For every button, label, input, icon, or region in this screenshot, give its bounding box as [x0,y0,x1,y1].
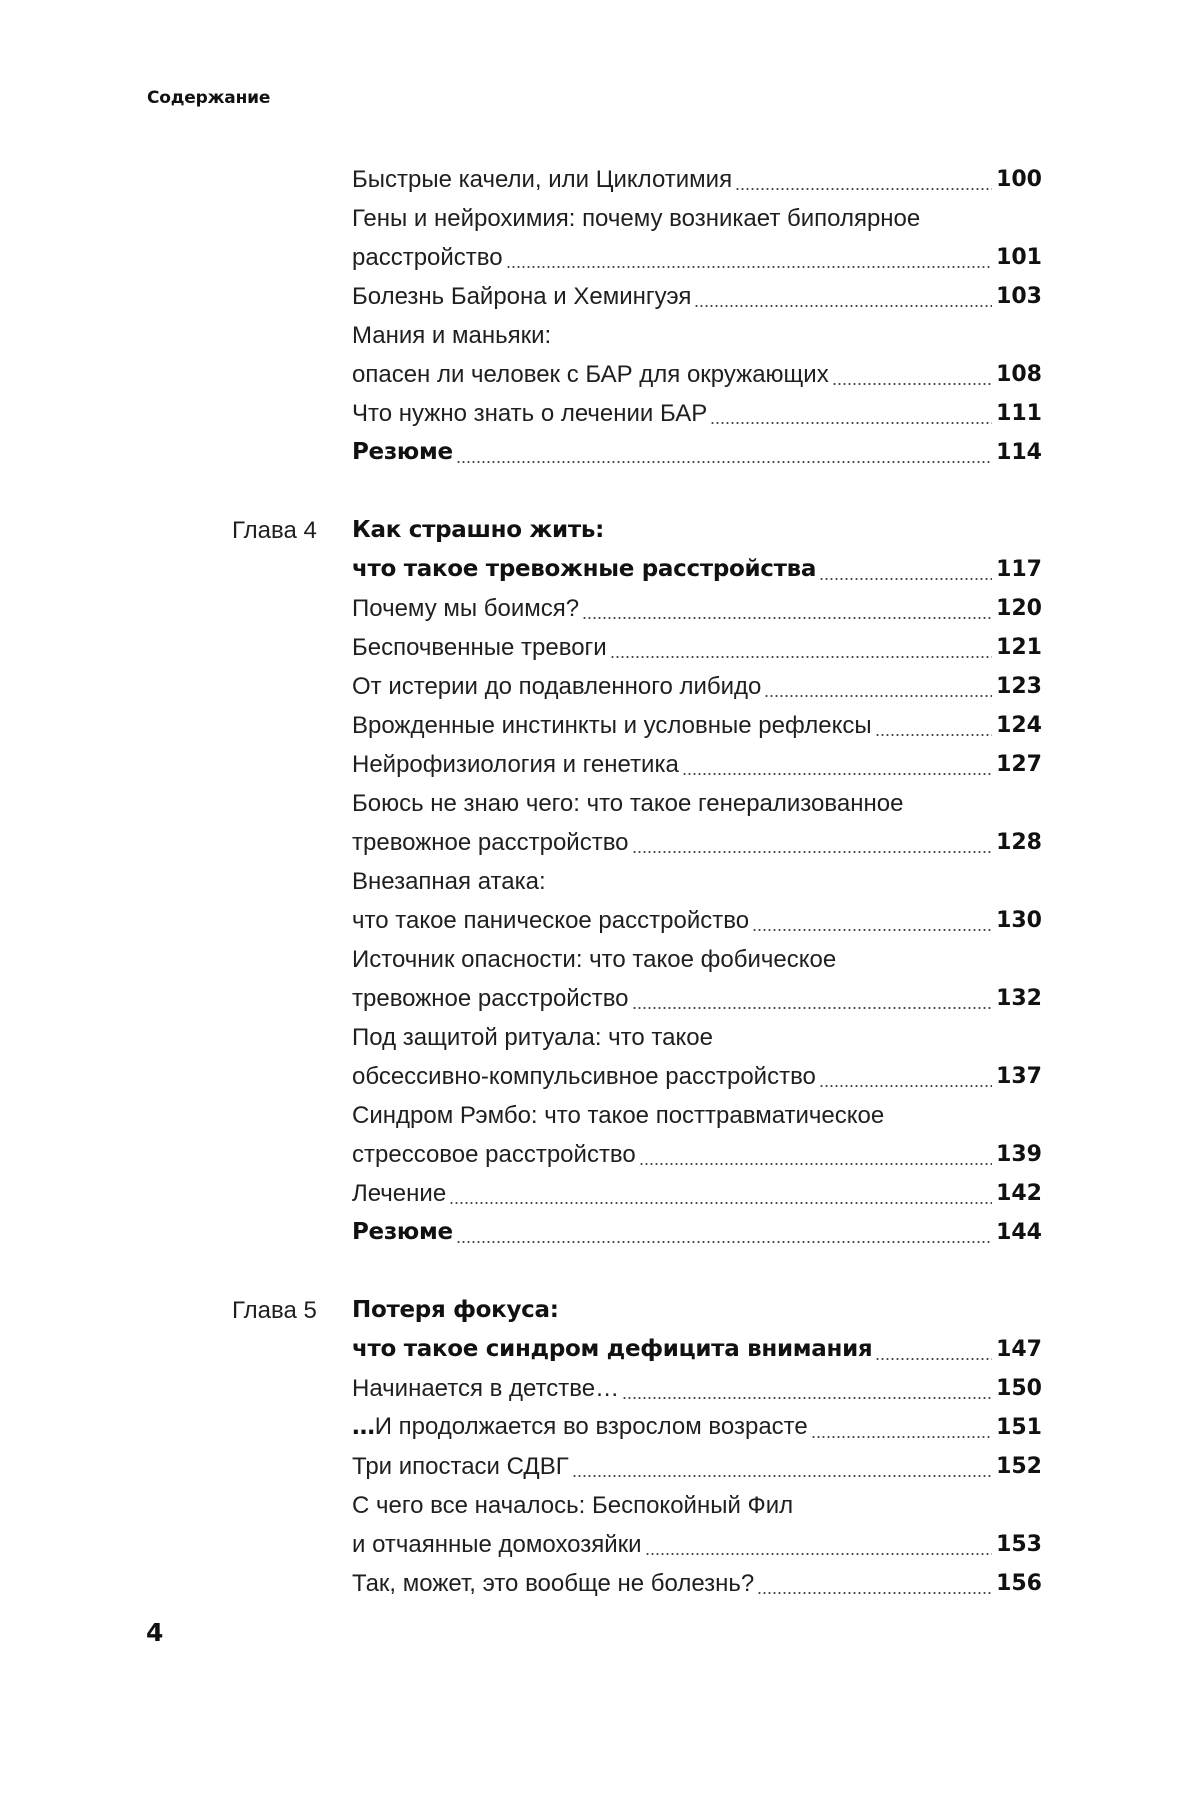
toc-entry-title: расстройство [352,244,503,271]
toc-entry-page: 108 [996,362,1042,387]
toc-entry-title: От истерии до подавленного либидо [352,673,762,700]
running-head: Содержание [147,88,271,108]
toc-entry-page: 156 [996,1571,1042,1596]
toc-entry[interactable] [352,1564,1042,1603]
toc-entry-title: Внезапная атака: [352,868,546,895]
toc-entry-title: Беспочвенные тревоги [352,634,607,661]
toc-entry-title: тревожное расстройство [352,829,629,856]
chapter-title[interactable] [352,550,1042,589]
leader-dots [622,1397,992,1399]
toc-entry-page: 101 [996,245,1042,270]
leader-dots [752,929,992,931]
toc-entry-title: Лечение [352,1180,447,1207]
toc-entry[interactable] [352,589,1042,628]
toc-entry [352,784,1042,823]
leader-dots [811,1436,992,1438]
toc-entry [352,1486,1042,1525]
toc-entry-title: Под защитой ритуала: что такое [352,1024,713,1051]
toc-entry-page: 130 [996,908,1042,933]
toc-entry-page: 100 [996,167,1042,192]
toc-entry-title: Синдром Рэмбо: что такое посттравматическое [352,1102,885,1129]
toc-entry-page: 111 [996,401,1042,426]
leader-dots [682,773,992,775]
toc-entry-title: Три ипостаси СДВГ [352,1453,569,1480]
leader-dots [694,305,992,307]
toc-entry-page: 147 [996,1337,1042,1362]
chapter-title-text: что такое тревожные расстройства [352,556,817,582]
toc-entry[interactable] [352,667,1042,706]
leader-dots [832,383,992,385]
toc-entry-page: 127 [996,752,1042,777]
leader-dots [610,656,992,658]
leader-dots [506,266,992,268]
toc-entry [352,316,1042,355]
toc-entry-page: 128 [996,830,1042,855]
toc-entry-page: 142 [996,1181,1042,1206]
toc-entry-page: 123 [996,674,1042,699]
toc-entry-title: Быстрые качели, или Циклотимия [352,166,733,193]
toc-entry[interactable] [352,394,1042,433]
toc-entry [352,199,1042,238]
page-number: 4 [146,1618,164,1647]
toc-entry[interactable] [352,1525,1042,1564]
toc-entry-page: 103 [996,284,1042,309]
toc-entry[interactable] [352,1174,1042,1213]
toc-entry[interactable] [352,1135,1042,1174]
toc-entry-title: Резюме [352,439,453,465]
toc-entry-title: тревожное расстройство [352,985,629,1012]
leader-dots [572,1475,992,1477]
leader-dots [449,1202,992,1204]
toc-entry-page: 144 [996,1220,1042,1245]
toc-entry-title: Болезнь Байрона и Хемингуэя [352,283,692,310]
toc-entry-title: Резюме [352,1219,453,1245]
toc-entry [352,940,1042,979]
toc-entry-title: опасен ли человек с БАР для окружающих [352,361,829,388]
toc-entry-title [352,1407,808,1447]
leader-dots [632,851,993,853]
toc-entry[interactable] [352,745,1042,784]
leader-dots [645,1553,993,1555]
toc-entry-page: 139 [996,1142,1042,1167]
toc-entry-page: 150 [996,1376,1042,1401]
toc-entry[interactable] [352,979,1042,1018]
toc-entry[interactable] [352,160,1042,199]
leader-dots [632,1007,993,1009]
toc-entry-title: Мания и маньяки: [352,322,552,349]
toc-entry-title: обсессивно-компульсивное расстройство [352,1063,816,1090]
toc-entry[interactable] [352,1408,1042,1447]
toc-entry-page: 137 [996,1064,1042,1089]
toc-entry-page: 117 [996,557,1042,582]
toc-entry[interactable] [352,706,1042,745]
chapter-title [352,511,1042,550]
toc-entry-page: 114 [996,440,1042,465]
toc-entry-page: 152 [996,1454,1042,1479]
toc-entry-page: 151 [996,1415,1042,1440]
toc-entry[interactable] [352,238,1042,277]
leader-dots [582,617,992,619]
toc-entry-title: Так, может, это вообще не болезнь? [352,1570,755,1597]
toc-entry-page: 132 [996,986,1042,1011]
chapter-title[interactable] [352,1330,1042,1369]
toc-entry-title: Почему мы боимся? [352,595,580,622]
toc-entry-title: С чего все началось: Беспокойный Фил [352,1492,794,1519]
leader-dots [875,1358,992,1360]
toc-entry[interactable] [352,1057,1042,1096]
toc-entry-page: 124 [996,713,1042,738]
leader-dots [764,695,992,697]
toc-entry[interactable] [352,1447,1042,1486]
chapter-label: Глава 5 [232,1297,317,1324]
toc-entry-summary[interactable] [352,433,1042,472]
toc-entry-title: Боюсь не знаю чего: что такое генерализованное [352,790,904,817]
toc-entry-title: Врожденные инстинкты и условные рефлексы [352,712,872,739]
chapter-title-text: Как страшно жить: [352,517,604,543]
leader-dots [819,578,992,580]
toc-entry-title: и отчаянные домохозяйки [352,1531,642,1558]
leader-dots [757,1592,992,1594]
toc-entry[interactable] [352,823,1042,862]
leader-dots [456,461,992,463]
chapter-title [352,1291,1042,1330]
toc-entry-title: Начинается в детстве… [352,1375,620,1402]
leader-dots [456,1241,992,1243]
toc-entry-title: что такое паническое расстройство [352,907,750,934]
toc-entry-page: 120 [996,596,1042,621]
chapter-title-text: Потеря фокуса: [352,1297,559,1323]
leader-dots [875,734,992,736]
leader-dots [735,188,992,190]
toc-entry-page: 153 [996,1532,1042,1557]
leader-dots [639,1163,992,1165]
toc-entry[interactable] [352,1369,1042,1408]
leader-dots [819,1085,992,1087]
toc-entry-title: Что нужно знать о лечении БАР [352,400,708,427]
toc-entry[interactable] [352,277,1042,316]
toc-entry-title: Источник опасности: что такое фобическое [352,946,837,973]
toc-entry-title: Гены и нейрохимия: почему возникает биполярное [352,205,921,232]
toc-entry [352,1096,1042,1135]
toc-entry-title-text: И продолжается во взрослом возрасте [374,1413,808,1440]
chapter-title-text: что такое синдром дефицита внимания [352,1336,873,1362]
toc-entry[interactable] [352,628,1042,667]
toc-entry-title: Нейрофизиология и генетика [352,751,679,778]
toc-entry-title: стрессовое расстройство [352,1141,636,1168]
toc-entry [352,862,1042,901]
toc-entry-summary[interactable] [352,1213,1042,1252]
leader-dots [710,422,992,424]
toc-entry [352,1018,1042,1057]
toc-entry[interactable] [352,901,1042,940]
ellipsis-lead: … [352,1414,375,1440]
toc-entry[interactable] [352,355,1042,394]
chapter-label: Глава 4 [232,517,317,544]
toc-entry-page: 121 [996,635,1042,660]
